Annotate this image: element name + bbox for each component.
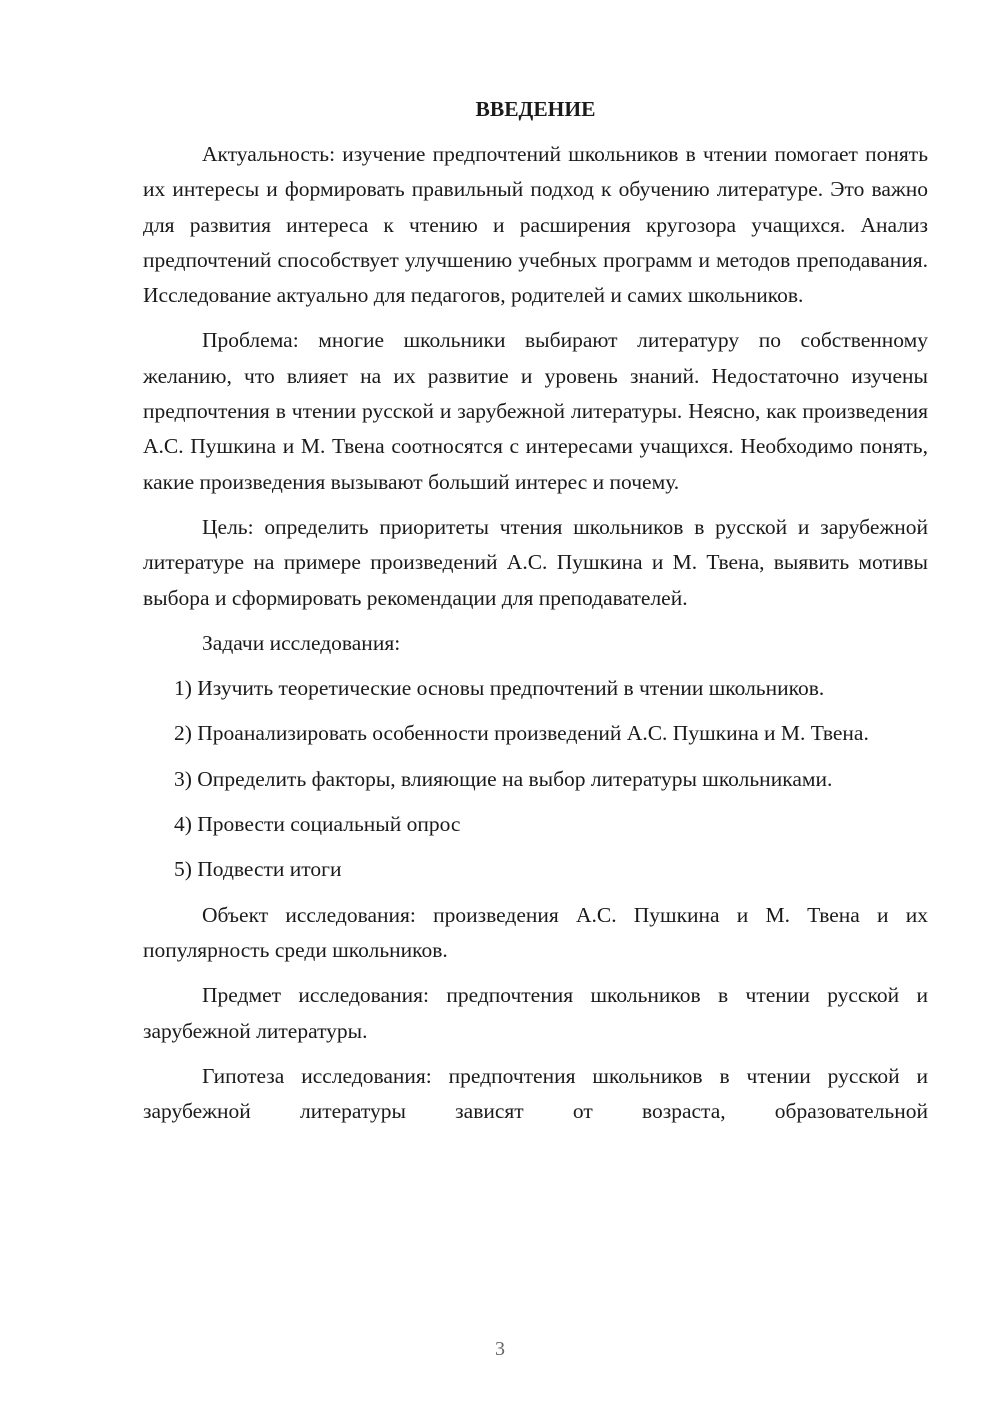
paragraph-relevance: Актуальность: изучение предпочтений школьников в чтении помогает понять их интересы и формировать правильный подход к обучению литературе. Это важно для развития интереса к чтению и расширения кругозора учащихся. Анализ предпочтений способствует улучшению учебных программ и методов преподавания. Исследование актуально для педагогов, родителей и самих школьников. — [143, 142, 928, 308]
task-item-5: 5) Подвести итоги — [174, 857, 342, 882]
task-item-2: 2) Проанализировать особенности произведений А.С. Пушкина и М. Твена. — [174, 721, 869, 746]
tasks-heading: Задачи исследования: — [202, 630, 401, 655]
paragraph-problem: Проблема: многие школьники выбирают литературу по собственному желанию, что влияет на их развитие и уровень знаний. Недостаточно изучены предпочтения в чтении русской и зарубежной литературы. Неясно, как произведения А.С. Пушкина и М. Твена соотносятся с интересами учащихся. Необходимо понять, какие произведения вызывают больший интерес и почему. — [143, 328, 928, 494]
section-title: ВВЕДЕНИЕ — [475, 97, 596, 121]
document-page — [143, 92, 928, 1139]
paragraph-subject: Предмет исследования: предпочтения школьников в чтении русской и зарубежной литературы. — [143, 983, 928, 1043]
task-item-4: 4) Провести социальный опрос — [174, 812, 461, 837]
paragraph-hypothesis: Гипотеза исследования: предпочтения школьников в чтении русской и зарубежной литературы зависят от возраста, образовательной — [143, 1063, 928, 1124]
page-number: 3 — [495, 1338, 505, 1360]
task-item-3: 3) Определить факторы, влияющие на выбор литературы школьниками. — [174, 766, 833, 791]
paragraph-object: Объект исследования: произведения А.С. Пушкина и М. Твена и их популярность среди школьников. — [143, 902, 928, 962]
paragraph-goal: Цель: определить приоритеты чтения школьников в русской и зарубежной литературе на примере произведений А.С. Пушкина и М. Твена, выявить мотивы выбора и сформировать рекомендации для преподавателей. — [143, 514, 928, 610]
task-item-1: 1) Изучить теоретические основы предпочтений в чтении школьников. — [174, 676, 825, 701]
